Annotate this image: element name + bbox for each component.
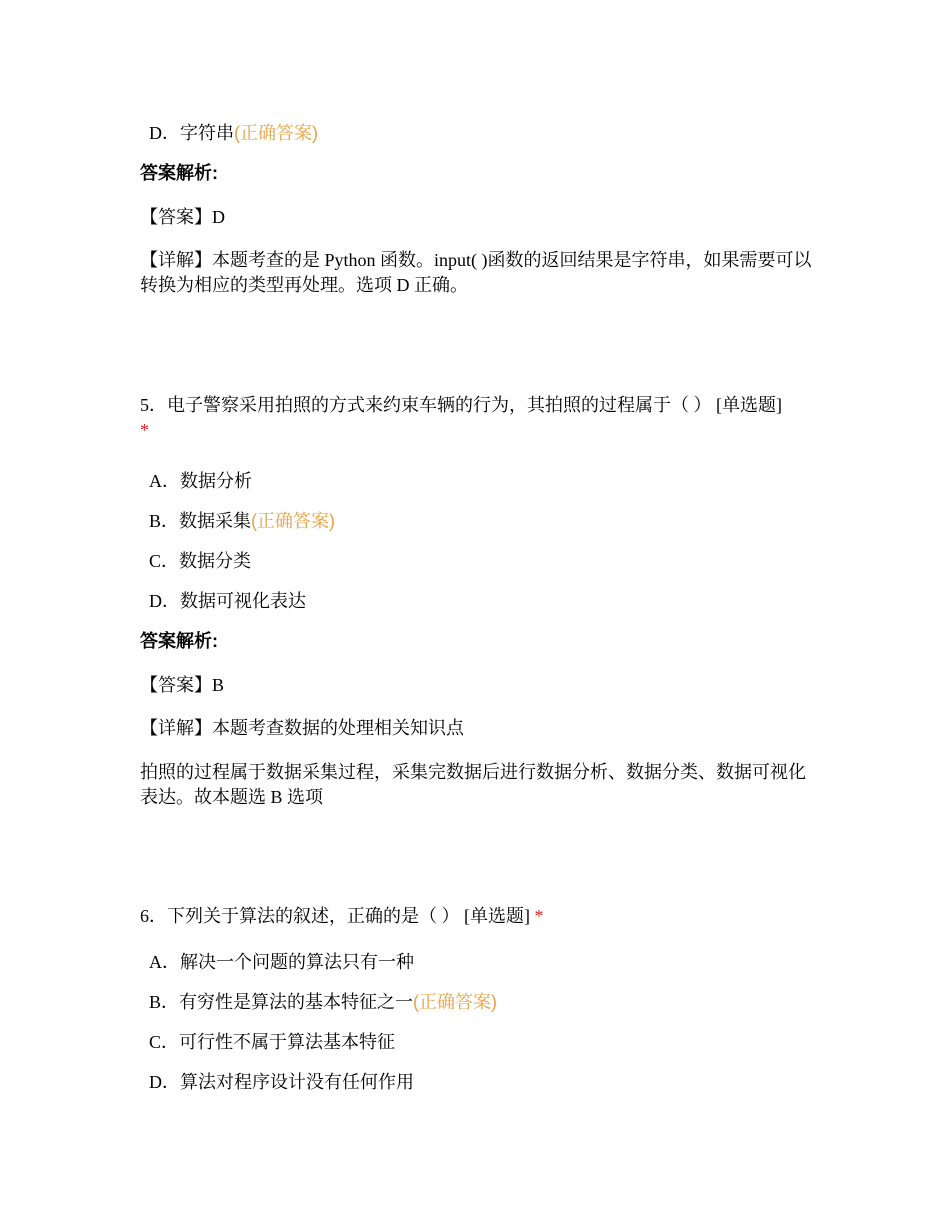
q5-answer: 【答案】B [140,675,225,695]
q6-question [140,904,544,928]
q5-detail: 【详解】本题考查数据的处理相关知识点 [140,718,464,738]
q6-option-d [149,1070,414,1094]
q6-option-c [149,1030,395,1054]
correct-answer-label: (正确答案) [413,992,498,1012]
option-text: 数据分类 [179,551,252,571]
question-title: 5．电子警察采用拍照的方式来约束车辆的行为，其拍照的过程属于（ ） [单选题] [140,395,782,415]
option-letter: B． [149,992,180,1012]
q5-option-a [149,469,252,493]
option-letter: C． [149,1032,180,1052]
option-letter: A． [149,471,180,491]
required-mark: * [534,906,544,926]
q5-explanation: 拍照的过程属于数据采集过程，采集完数据后进行数据分析、数据分类、数据可视化表达。故本题选 B 选项 [140,762,806,807]
option-letter: B． [149,511,180,531]
q6-option-b [149,990,497,1014]
q4-detail: 【详解】本题考查的是 Python 函数。input( )函数的返回结果是字符串，如果需要可以转换为相应的类型再处理。选项 D 正确。 [140,250,812,295]
q5-option-c [149,549,251,573]
option-text: 解决一个问题的算法只有一种 [180,952,414,972]
q5-analysis-heading: 答案解析: [140,631,218,651]
option-text: 字符串 [180,123,234,143]
option-letter: D． [149,1072,180,1092]
option-letter: A． [149,952,180,972]
option-text: 数据分析 [180,471,252,491]
required-mark: * [140,420,149,440]
option-text: 有穷性是算法的基本特征之一 [179,992,414,1012]
q5-question [140,393,830,443]
option-text: 可行性不属于算法基本特征 [179,1032,396,1052]
q4-analysis-heading: 答案解析: [140,163,218,183]
q5-option-b [149,509,335,533]
option-letter: D． [149,123,180,143]
option-text: 算法对程序设计没有任何作用 [180,1072,414,1092]
question-title: 6．下列关于算法的叙述，正确的是（ ） [单选题] [140,906,530,926]
option-text: 数据可视化表达 [180,591,306,611]
option-letter: C． [149,551,180,571]
option-letter: D． [149,591,180,611]
correct-answer-label: (正确答案) [251,511,336,531]
q6-option-a [149,950,414,974]
q4-answer: 【答案】D [140,207,225,227]
q5-option-d [149,589,306,613]
correct-answer-label: (正确答案) [234,123,318,143]
q4-option-d [149,121,318,145]
option-text: 数据采集 [179,511,252,531]
